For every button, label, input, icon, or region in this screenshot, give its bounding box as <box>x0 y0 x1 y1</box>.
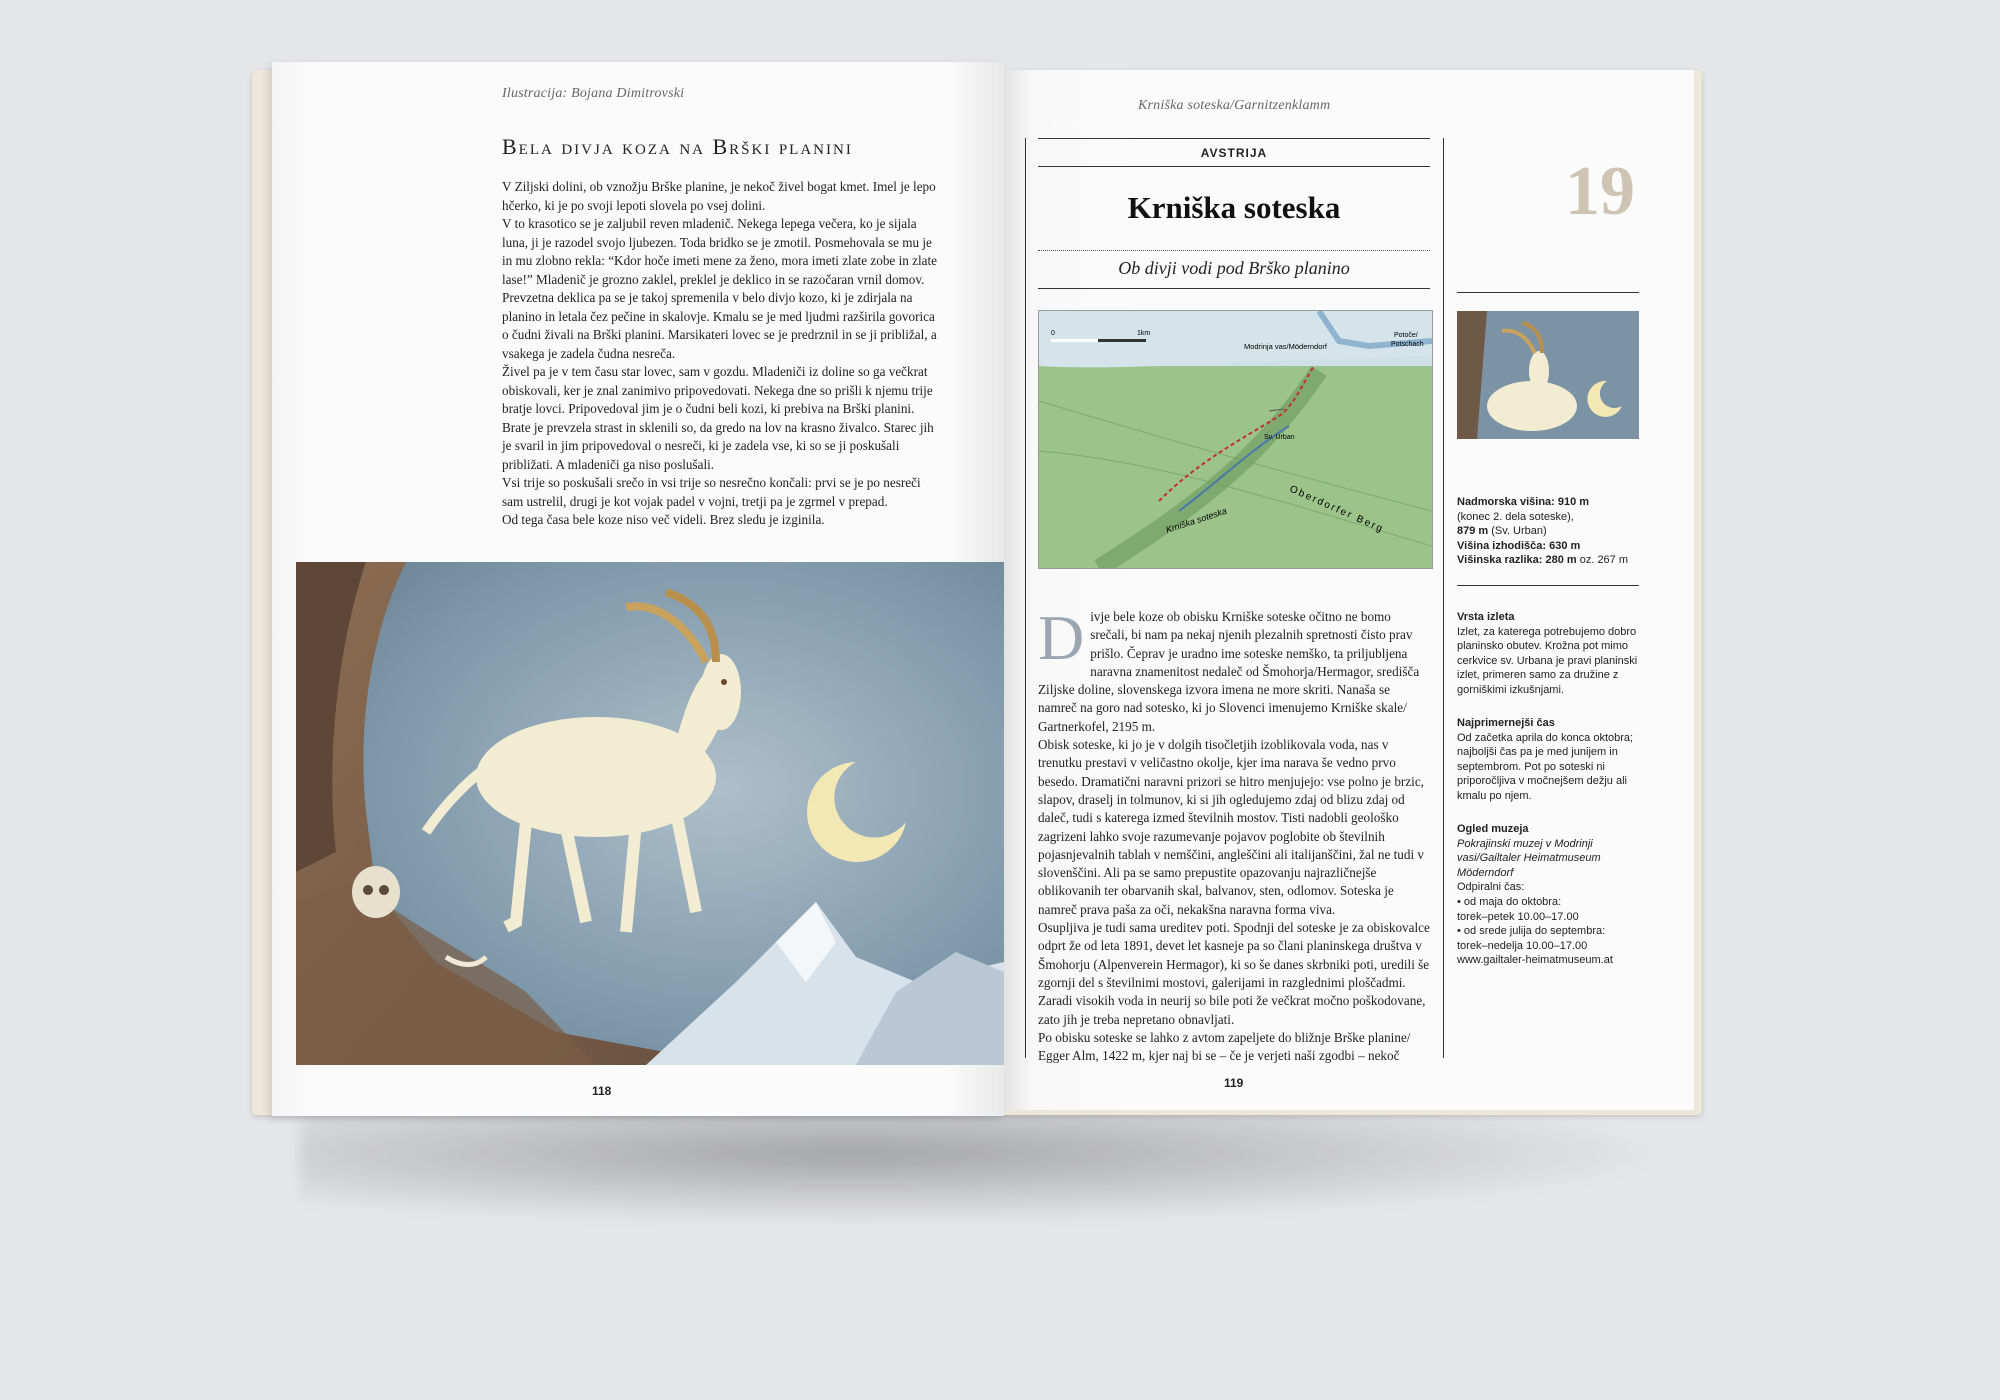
map-label-mountain: Oberdorfer Berg <box>1287 483 1386 536</box>
map-label-urban: Sv. Urban <box>1264 434 1295 441</box>
story-paragraph: Prevzetna deklica pa se je takoj spremenila v belo divjo kozo, ki je zdirjala na planino in letala čez pečine in skalovje. Kmalu se je med ljudmi razširila govorica o čudni živali na Brški planini. Marsikateri lovec se je predrznil in se ji približal, a vsakega je zadela čudna nesreča. <box>502 290 937 361</box>
subtitle-rule <box>1038 288 1430 289</box>
story-title: Bela divja koza na Brški planini <box>502 134 853 159</box>
elevation-stats <box>1457 495 1647 568</box>
museum-hours-line: torek–petek 10.00–17.00 <box>1457 910 1579 923</box>
description-paragraph: Po obisku soteske se lahko z avtom zapeljete do bližnje Brške planine/ Egger Alm, 1422 m, kjer naj bi se – če je verjeti naši zgodbi – nekoč <box>1038 1029 1411 1064</box>
museum-section <box>1457 822 1647 968</box>
goat-thumbnail <box>1457 311 1639 439</box>
tour-title: Krniška soteska <box>1127 190 1341 225</box>
right-column-rule <box>1443 138 1444 1058</box>
description-paragraph: Osupljiva je tudi sama ureditev poti. Spodnji del soteske je za obiskovalce odprt že od leta 1891, devet let kasneje pa so člani planinskega društva v Šmohorju (Alpenverein Hermagor), ki so še danes skrbniki poti, uredili še zgornji del s številnimi mostovi, galerijami in razglednimi ploščadmi. Zaradi visokih voda in neurij so bile poti že večkrat močno poškodovane, zato jih je treba nepretano obnavljati. <box>1038 920 1430 1027</box>
stat-line: Višinska razlika: 280 m oz. 267 m <box>1457 554 1629 567</box>
trip-type-section <box>1457 610 1647 698</box>
map-scale-km: 1km <box>1137 330 1151 337</box>
description-paragraph: ivje bele koze ob obisku Krniške soteske očitno ne bomo srečali, bi nam pa nekaj njenih plezalnih spretnosti čisto prav prišlo. Čeprav je uradno ime soteske nemško, ta priljubljena naravna znamenitost nedaleč od Šmohorja/Hermagor, središča Ziljske doline, slovenskega izvora imena ne more skriti. Nanaša se namreč na goro nad sotesko, ki jo Slovenci imenujemo Krniške skale/ Gartnerkofel, 2195 m. <box>1038 609 1420 734</box>
museum-url: www.gailtaler-heimatmuseum.at <box>1457 954 1613 967</box>
tour-description <box>1038 602 1431 1065</box>
story-text <box>502 178 942 530</box>
map-label-potschach: Potschach <box>1391 341 1424 348</box>
map-scale-zero: 0 <box>1051 330 1055 337</box>
route-map <box>1038 310 1433 569</box>
tour-number: 19 <box>1565 153 1635 230</box>
museum-hours-line: • od srede julija do septembra: <box>1457 925 1606 938</box>
trip-type-heading: Vrsta izleta <box>1457 611 1515 623</box>
story-paragraph: Od tega časa bele koze niso več videli. Brez sledu je izginila. <box>502 512 825 527</box>
museum-hours-line: torek–nedelja 10.00–17.00 <box>1457 939 1588 952</box>
sidebar-rule-middle <box>1457 585 1639 586</box>
left-running-head: Ilustracija: Bojana Dimitrovski <box>502 86 685 101</box>
page-number-left: 118 <box>592 1084 612 1098</box>
stat-line: Nadmorska višina: 910 m <box>1457 496 1590 508</box>
header-rule-top <box>1038 138 1430 139</box>
museum-name: Pokrajinski muzej v Modrinji vasi/Gailtaler Heimatmuseum Möderndorf <box>1457 837 1601 879</box>
best-time-text: Od začetka aprila do konca oktobra; najboljši čas pa je med junijem in septembrom. Pot po soteski ni priporočljiva v močnejšem dežju ali kmalu po njem. <box>1457 731 1634 802</box>
title-divider <box>1038 250 1430 251</box>
story-paragraph: Živel pa je v tem času star lovec, sam v gozdu. Mladeniči iz doline so ga večkrat obiskovali, ker je znal zanimivo pripovedovati. Nekega dne so prišli k njemu trije bratje lovci. Pripovedoval jim je o čudni beli kozi, ki prebiva na Brški planini. Brate je prevzela strast in sklenili so, da gredo na lov na krasno živalco. Starec jih je svaril in jim pripovedoval o nesreči, ki je zadela vse, ki so se ji poskušali približati. A mladeniči ga niso poslušali. <box>502 364 934 472</box>
page-number-right: 119 <box>1224 1076 1244 1090</box>
museum-hours-line: • od maja do oktobra: <box>1457 895 1562 908</box>
map-label-potoce: Potoče/ <box>1394 332 1418 339</box>
description-paragraph: Obisk soteske, ki jo je v dolgih tisočletjih izoblikovala voda, nas v trenutku prestavi v veličastno okolje, kjer ima narava še vedno prvo besedo. Dramatični naravni prizori se hitro menjujejo: vse polno je brzic, slapov, draselj in tolmunov, ki si jih ogledujemo zdaj od blizu zdaj od daleč, tudi s katerega izmed številnih mostov. Tisti nadobli geološko zagrizeni lahko svoje razumevanje pojavov poglobite ob številnih pojasnjevalnih tablah v nemščini, angleščini ali italijanščini, žal ne tudi v slovenščini. Ali pa se samo prepustite opazovanju najrazličnejše oblikovanih ter obarvanih skal, balvanov, sten, odlomov. Soteska je namreč prava paša za oči, nekakšna naravna forma viva. <box>1038 737 1424 917</box>
sidebar-rule-top <box>1457 292 1639 293</box>
left-column-rule <box>1025 138 1026 1058</box>
museum-hours-label: Odpiralni čas: <box>1457 881 1525 894</box>
trip-type-text: Izlet, za katerega potrebujemo dobro planinsko obutev. Krožna pot mimo cerkvice sv. Urbana je pravi planinski izlet, primeren samo za družine z gorniškimi izkušnjami. <box>1457 625 1638 696</box>
stat-line: (konec 2. dela soteske), <box>1457 510 1574 523</box>
map-label-gorge: Krniška soteska <box>1164 505 1229 535</box>
country-label: AVSTRIJA <box>1200 146 1268 160</box>
best-time-heading: Najprimernejši čas <box>1457 717 1555 729</box>
tour-subtitle: Ob divji vodi pod Brško planino <box>1118 258 1350 278</box>
story-paragraph: V Ziljski dolini, ob vznožju Brške planine, je nekoč živel bogat kmet. Imel je lepo hčerko, ki je po svoji lepoti slovela po vsej dolini. <box>502 179 936 213</box>
museum-heading: Ogled muzeja <box>1457 823 1529 835</box>
best-time-section <box>1457 716 1647 804</box>
stat-line: Višina izhodišča: 630 m <box>1457 539 1581 552</box>
drop-cap: D <box>1038 602 1085 673</box>
story-paragraph: Vsi trije so poskušali srečo in vsi trije so nesrečno končali: prvi se je po nesreči sam ustrelil, drugi je kot vojak padel v vojni, tretji pa je zgrmel v prepad. <box>502 475 921 509</box>
book-shadow <box>300 1105 1680 1225</box>
story-paragraph: V to krasotico se je zaljubil reven mladenič. Nekega lepega večera, ko je sijala luna, ji je razodel svojo ljubezen. Toda bridko se je zmotil. Posmehovala se mu je in mu zlobno rekla: “Kdor hoče imeti mene za ženo, mora imeti zlate zobe in zlate lase!” Mladenič je grozno zaklel, preklel je deklico in se razočaran vrnil domov. <box>502 216 938 287</box>
stat-line: 879 m (Sv. Urban) <box>1457 525 1547 538</box>
map-label-village: Modrinja vas/Möderndorf <box>1244 342 1327 351</box>
header-rule-bottom <box>1038 166 1430 167</box>
goat-illustration <box>296 562 1004 1065</box>
right-running-head: Krniška soteska/Garnitzenklamm <box>1138 98 1331 113</box>
